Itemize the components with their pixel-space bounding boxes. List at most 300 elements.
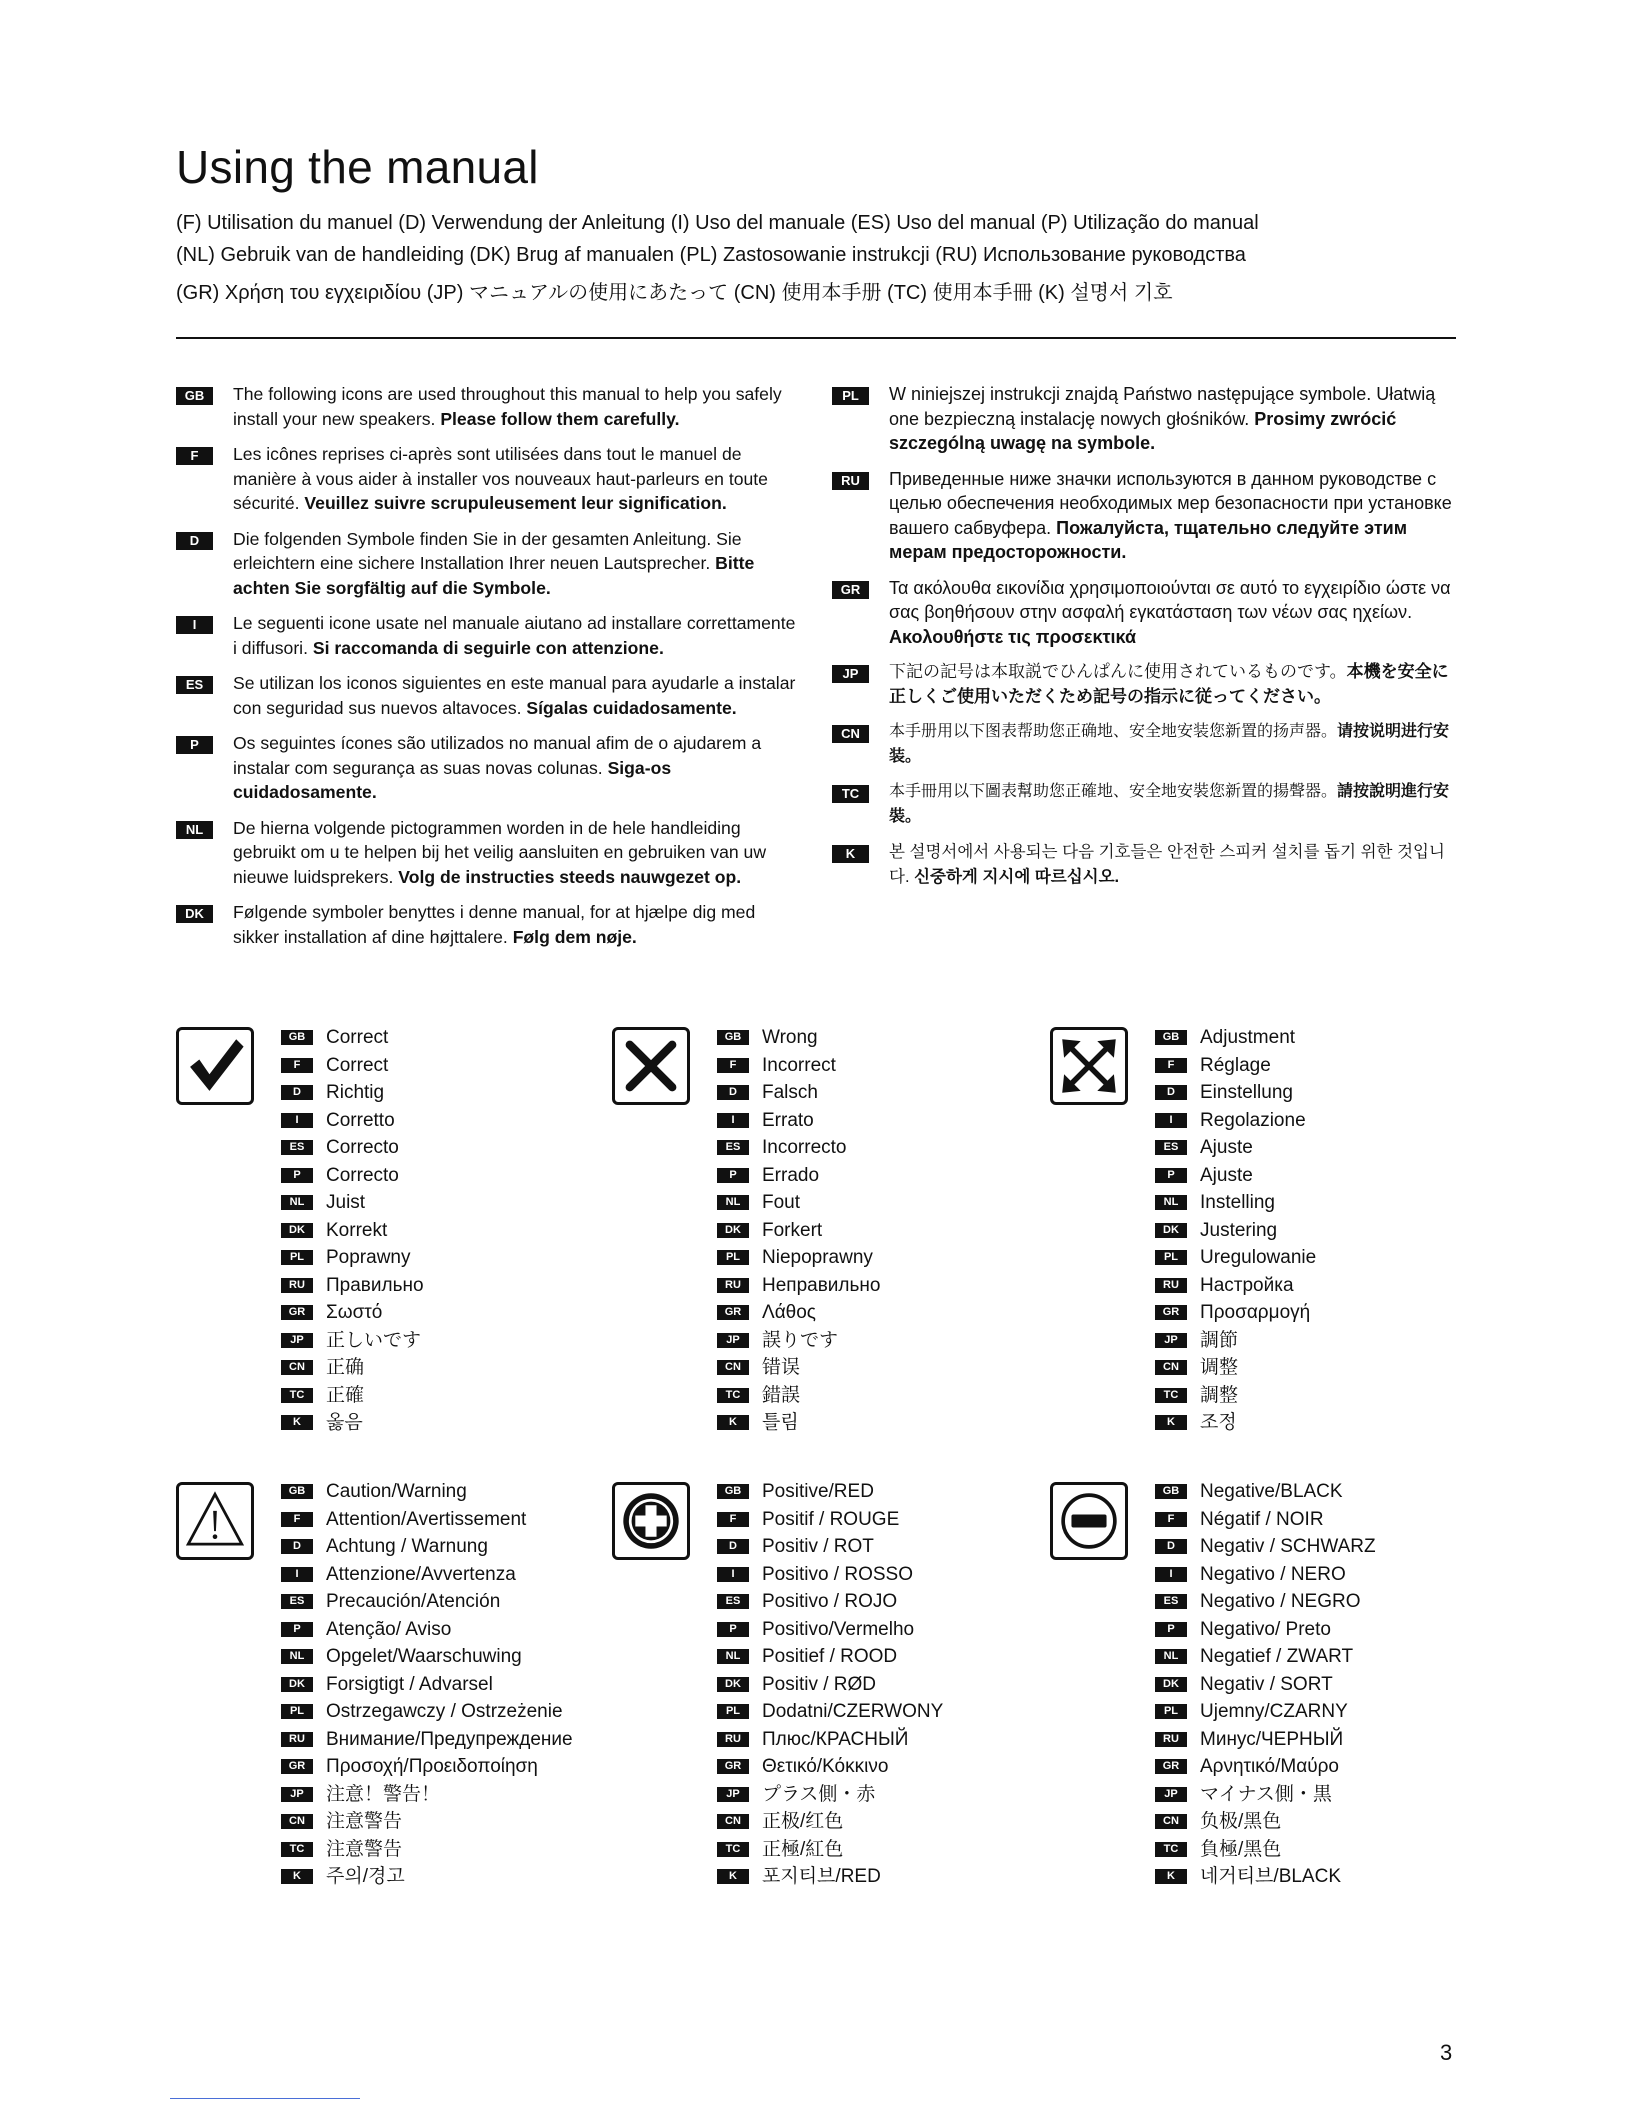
intro-paragraph (176, 611, 796, 660)
translation-label: Negativo / NEGRO (1200, 1591, 1361, 1612)
intro-emphasis: 请按说明进行安装。 (889, 723, 1450, 765)
translation-row (281, 1079, 641, 1107)
language-tag: PL (717, 1704, 749, 1719)
translation-label: Korrekt (326, 1219, 388, 1241)
translation-label: Correct (326, 1027, 389, 1048)
translation-row (281, 1354, 641, 1382)
translation-label: Σωστό (326, 1302, 383, 1323)
intro-text: Se utilizan los iconos siguientes en este manual para ayudarle a instalar con seguridad sus nuevos altavoces. (233, 673, 796, 718)
translation-label: マイナス側・黒 (1200, 1783, 1332, 1805)
translation-row (717, 1052, 1077, 1080)
translation-label: Προσαρμογή (1200, 1302, 1311, 1323)
translation-row (281, 1217, 641, 1245)
intro-paragraph (176, 671, 796, 720)
language-tag: RU (1155, 1732, 1187, 1747)
translation-row (281, 1327, 641, 1355)
language-tag: DK (1155, 1677, 1187, 1692)
language-tag: K (717, 1415, 749, 1430)
language-tag: DK (176, 905, 213, 923)
translation-label: Corretto (326, 1109, 395, 1131)
language-tag: GB (281, 1484, 313, 1499)
translation-row (717, 1272, 1077, 1300)
translation-label: Negative/BLACK (1200, 1481, 1343, 1502)
language-tag: RU (281, 1732, 313, 1747)
translation-row (281, 1162, 641, 1190)
language-tag: CN (1155, 1814, 1187, 1829)
language-tag: F (717, 1058, 749, 1073)
translation-label: Attention/Avertissement (326, 1508, 527, 1530)
language-tag: K (832, 845, 869, 863)
language-tag: GB (176, 387, 213, 405)
language-tag: CN (1155, 1360, 1187, 1375)
language-tag: I (281, 1567, 313, 1582)
language-tag: RU (832, 472, 869, 490)
intro-text: Die folgenden Symbole finden Sie in der gesamten Anleitung. Sie erleichtern eine sichere Installation Ihrer neuen Lautsprecher. (233, 528, 742, 573)
translation-row (717, 1781, 1077, 1809)
language-tag: GR (281, 1305, 313, 1320)
translation-label: Incorrect (762, 1054, 836, 1076)
translation-row (1155, 1134, 1515, 1162)
translation-label: Opgelet/Waarschuwing (326, 1646, 522, 1667)
intro-paragraph (176, 382, 796, 431)
header-divider (176, 337, 1456, 339)
intro-text: 本手冊用以下圖表幫助您正確地、安全地安裝您新置的揚聲器。 (889, 783, 1338, 800)
translation-row (281, 1189, 641, 1217)
language-tag: PL (832, 387, 869, 405)
translation-label: Неправильно (762, 1274, 881, 1296)
translation-label: Ujemny/CZARNY (1200, 1701, 1348, 1722)
language-tag: D (717, 1085, 749, 1100)
translation-label: Incorrecto (762, 1137, 847, 1158)
translation-row (281, 1808, 641, 1836)
intro-emphasis: 本機を安全に正しくご使用いただくため記号の指示に従ってください。 (889, 662, 1449, 706)
translation-row (1155, 1808, 1515, 1836)
language-tag: PL (1155, 1704, 1187, 1719)
translation-row (717, 1808, 1077, 1836)
language-tag: TC (281, 1842, 313, 1857)
translation-label: 错误 (762, 1357, 801, 1378)
language-tag: GB (717, 1030, 749, 1045)
translation-label: 조정 (1200, 1412, 1237, 1433)
intro-emphasis: Bitte achten Sie sorgfältig auf die Symbole. (233, 553, 755, 598)
translation-label: Achtung / Warnung (326, 1536, 488, 1557)
translation-row (281, 1643, 641, 1671)
translation-row (717, 1616, 1077, 1644)
language-tag: K (1155, 1415, 1187, 1430)
page-title: Using the manual (176, 141, 539, 193)
language-tag: P (717, 1168, 749, 1183)
translation-label: 포지티브/RED (762, 1866, 881, 1887)
translations-warning (281, 1478, 641, 1891)
translation-label: Positif / ROUGE (762, 1508, 900, 1530)
translation-label: Positiv / RØD (762, 1673, 877, 1695)
translation-row (717, 1024, 1077, 1052)
translation-label: 調整 (1200, 1384, 1239, 1406)
intro-text: Les icônes reprises ci-après sont utilisées dans tout le manuel de manière à vous aider à installer vos nouveaux haut-parleurs en toute sécurité. (233, 444, 768, 513)
intro-left-column (176, 382, 796, 949)
translation-row (281, 1698, 641, 1726)
language-tag: GR (1155, 1759, 1187, 1774)
translations-negative (1155, 1478, 1515, 1891)
intro-text: Os seguintes ícones são utilizados no manual afim de o ajudarem a instalar com segurança as suas novas colunas. (233, 733, 762, 778)
translations-adjustment (1155, 1024, 1515, 1437)
language-tag: TC (1155, 1842, 1187, 1857)
language-tag: P (281, 1622, 313, 1637)
translation-row (281, 1561, 641, 1589)
translation-row (1155, 1726, 1515, 1754)
intro-paragraph (832, 720, 1462, 769)
intro-emphasis: Følg dem nøje. (512, 926, 637, 947)
language-tag: RU (1155, 1278, 1187, 1293)
translation-row (281, 1726, 641, 1754)
translation-row (1155, 1478, 1515, 1506)
intro-paragraph (176, 527, 796, 601)
translation-label: 誤りです (762, 1329, 839, 1351)
translation-label: Dodatni/CZERWONY (762, 1701, 944, 1722)
intro-emphasis: Prosimy zwrócić szczególną uwagę na symbole. (889, 408, 1397, 453)
translations-wrong (717, 1024, 1077, 1437)
translation-row (281, 1863, 641, 1891)
translation-row (281, 1781, 641, 1809)
translation-label: Wrong (762, 1027, 818, 1048)
language-tag: P (1155, 1622, 1187, 1637)
intro-emphasis: Veuillez suivre scrupuleusement leur signification. (304, 493, 727, 513)
language-tag: K (281, 1869, 313, 1884)
language-tag: F (717, 1512, 749, 1527)
translation-row (281, 1244, 641, 1272)
language-tag: NL (281, 1649, 313, 1664)
translation-label: Uregulowanie (1200, 1247, 1317, 1268)
language-tag: NL (281, 1195, 313, 1210)
language-tag: I (281, 1113, 313, 1128)
translation-label: Precaución/Atención (326, 1591, 501, 1612)
translation-label: Λάθος (762, 1302, 816, 1323)
translation-label: Минус/ЧЕРНЫЙ (1200, 1728, 1344, 1750)
translation-row (717, 1409, 1077, 1437)
translation-label: Einstellung (1200, 1082, 1293, 1103)
translation-label: Ostrzegawczy / Ostrzeżenie (326, 1701, 563, 1722)
translation-label: Forsigtigt / Advarsel (326, 1673, 493, 1695)
intro-emphasis: Volg de instructies steeds nauwgezet op. (398, 866, 742, 887)
translation-label: Forkert (762, 1219, 823, 1241)
translation-row (281, 1024, 641, 1052)
intro-text: 本手册用以下图表帮助您正确地、安全地安装您新置的扬声器。 (889, 723, 1338, 740)
language-tag: GR (1155, 1305, 1187, 1320)
language-tag: ES (281, 1140, 313, 1155)
language-tag: GR (717, 1305, 749, 1320)
translation-label: 调整 (1200, 1357, 1239, 1378)
language-tag: ES (717, 1594, 749, 1609)
translation-row (717, 1134, 1077, 1162)
language-tag: ES (717, 1140, 749, 1155)
translation-label: Niepoprawny (762, 1247, 873, 1268)
intro-text: 下記の記号は本取説でひんぱんに使用されているものです。 (889, 662, 1347, 681)
language-tag: D (1155, 1539, 1187, 1554)
translation-row (717, 1836, 1077, 1864)
language-tag: NL (176, 821, 213, 839)
intro-text: 본 설명서에서 사용되는 다음 기호들은 안전한 스피커 설치를 돕기 위한 것입니다. (889, 843, 1445, 886)
translation-row (1155, 1272, 1515, 1300)
intro-emphasis: Please follow them carefully. (440, 408, 680, 429)
intro-paragraph (832, 467, 1462, 565)
translation-row (1155, 1561, 1515, 1589)
intro-emphasis: 신중하게 지시에 따르십시오. (914, 867, 1120, 886)
translation-row (1155, 1107, 1515, 1135)
translation-label: Falsch (762, 1082, 818, 1103)
language-tag: P (1155, 1168, 1187, 1183)
translation-label: 正極/紅色 (762, 1838, 844, 1860)
translation-label: Ajuste (1200, 1164, 1253, 1186)
translation-row (717, 1726, 1077, 1754)
translation-label: Errado (762, 1164, 820, 1186)
language-tag: NL (717, 1649, 749, 1664)
translation-row (1155, 1616, 1515, 1644)
translation-label: Positive/RED (762, 1481, 874, 1502)
translation-label: 注意！警告！ (326, 1783, 441, 1805)
translation-row (717, 1533, 1077, 1561)
language-tag: I (176, 616, 213, 634)
language-tag: GR (832, 581, 869, 599)
language-tag: CN (717, 1814, 749, 1829)
translation-row (717, 1561, 1077, 1589)
translation-label: Justering (1200, 1219, 1278, 1241)
translation-row (281, 1588, 641, 1616)
translation-row (1155, 1189, 1515, 1217)
language-tag: DK (717, 1677, 749, 1692)
translation-row (281, 1299, 641, 1327)
translation-label: Réglage (1200, 1054, 1271, 1076)
translations-positive (717, 1478, 1077, 1891)
translation-row (717, 1079, 1077, 1107)
translation-label: Negatief / ZWART (1200, 1646, 1354, 1667)
translation-row (281, 1478, 641, 1506)
translation-label: Instelling (1200, 1192, 1275, 1213)
translation-row (1155, 1836, 1515, 1864)
translation-row (281, 1134, 641, 1162)
intro-paragraph (832, 780, 1462, 829)
language-tag: F (176, 447, 213, 465)
language-tag: NL (717, 1195, 749, 1210)
language-tag: JP (717, 1333, 749, 1348)
translation-row (717, 1354, 1077, 1382)
intro-paragraph (832, 382, 1462, 456)
translation-row (1155, 1024, 1515, 1052)
language-tag: K (717, 1869, 749, 1884)
translation-label: 正しいです (326, 1329, 422, 1351)
intro-emphasis: 請按說明進行安裝。 (889, 783, 1450, 825)
translation-row (1155, 1643, 1515, 1671)
translation-label: Correcto (326, 1164, 399, 1186)
language-tag: K (281, 1415, 313, 1430)
intro-emphasis: Пожалуйста, тщательно следуйте этим мерам предосторожности. (889, 517, 1408, 562)
language-tag: K (1155, 1869, 1187, 1884)
translation-row (1155, 1299, 1515, 1327)
intro-paragraph (176, 816, 796, 890)
translations-correct (281, 1024, 641, 1437)
translation-label: Errato (762, 1109, 814, 1131)
language-tag: I (717, 1113, 749, 1128)
language-tag: P (281, 1168, 313, 1183)
subtitle-line-1: (F) Utilisation du manuel (D) Verwendung der Anleitung (I) Uso del manuale (ES) Uso del manual (P) Utilização do manual (176, 212, 1259, 234)
language-tag: GB (281, 1030, 313, 1045)
language-tag: PL (717, 1250, 749, 1265)
translation-row (281, 1382, 641, 1410)
translation-row (1155, 1079, 1515, 1107)
language-tag: F (1155, 1512, 1187, 1527)
translation-row (717, 1162, 1077, 1190)
translation-label: Плюс/КРАСНЫЙ (762, 1728, 909, 1750)
translation-row (717, 1698, 1077, 1726)
translation-row (1155, 1327, 1515, 1355)
translation-label: Positivo / ROJO (762, 1591, 898, 1612)
language-tag: ES (176, 676, 213, 694)
language-tag: CN (832, 725, 869, 743)
warning-icon (176, 1482, 254, 1560)
language-tag: DK (281, 1223, 313, 1238)
language-tag: F (1155, 1058, 1187, 1073)
language-tag: PL (281, 1250, 313, 1265)
intro-text: The following icons are used throughout this manual to help you safely install your new speakers. (233, 384, 782, 429)
translation-label: Positivo / ROSSO (762, 1563, 913, 1585)
intro-text: W niniejszej instrukcji znajdą Państwo następujące symbole. Ułatwią one bezpieczną instalację nowych głośników. (889, 384, 1436, 429)
language-tag: GB (1155, 1030, 1187, 1045)
language-tag: TC (281, 1388, 313, 1403)
language-tag: P (176, 736, 213, 754)
translation-row (281, 1753, 641, 1781)
intro-text: Τα ακόλουθα εικονίδια χρησιμοποιούνται σε αυτό το εγχειρίδιο ώστε να σας βοηθήσουν στην ασφαλή εγκατάσταση των νέων σας ηχείων. (889, 577, 1451, 622)
page-number: 3 (1440, 2040, 1453, 2065)
translation-label: Negativo/ Preto (1200, 1618, 1331, 1640)
translation-label: Adjustment (1200, 1027, 1296, 1048)
translation-row (1155, 1698, 1515, 1726)
language-tag: F (281, 1512, 313, 1527)
language-tag: CN (281, 1360, 313, 1375)
translation-label: Négatif / NOIR (1200, 1508, 1324, 1530)
language-tag: DK (1155, 1223, 1187, 1238)
intro-text: Приведенные ниже значки используются в данном руководстве с целью обеспечения необходимых мер безопасности при установке вашего сабвуфера. (889, 468, 1452, 538)
intro-text: De hierna volgende pictogrammen worden in de hele handleiding gebruikt om u te helpen bij het veilig aansluiten en gebruiken van uw nieuwe luidsprekers. (233, 817, 767, 887)
language-tag: DK (717, 1223, 749, 1238)
translation-row (1155, 1671, 1515, 1699)
intro-paragraph (832, 660, 1462, 709)
translation-row (281, 1836, 641, 1864)
translation-label: 正极/红色 (762, 1811, 844, 1832)
language-tag: JP (717, 1787, 749, 1802)
checkmark-icon (176, 1027, 254, 1105)
intro-right-column (832, 382, 1462, 889)
language-tag: GR (281, 1759, 313, 1774)
translation-row (1155, 1506, 1515, 1534)
language-tag: JP (1155, 1333, 1187, 1348)
language-tag: JP (832, 665, 869, 683)
translation-label: Fout (762, 1192, 801, 1213)
subtitle-line-2: (NL) Gebruik van de handleiding (DK) Brug af manualen (PL) Zastosowanie instrukcji (RU) Использование руководства (176, 244, 1246, 266)
language-tag: RU (281, 1278, 313, 1293)
translation-row (717, 1189, 1077, 1217)
language-tag: JP (281, 1787, 313, 1802)
language-tag: RU (717, 1732, 749, 1747)
language-tag: P (717, 1622, 749, 1637)
translation-label: Positivo/Vermelho (762, 1618, 915, 1640)
intro-paragraph (832, 840, 1462, 889)
link-underline (170, 2098, 360, 2099)
translation-label: Positiv / ROT (762, 1536, 874, 1557)
translation-label: 負極/黑色 (1200, 1838, 1282, 1860)
intro-emphasis: Siga-os cuidadosamente. (233, 757, 672, 802)
language-tag: JP (281, 1333, 313, 1348)
translation-label: プラス側・赤 (762, 1783, 876, 1805)
translation-label: 틀림 (762, 1412, 799, 1433)
translation-row (281, 1533, 641, 1561)
translation-row (1155, 1382, 1515, 1410)
language-tag: D (176, 532, 213, 550)
language-tag: PL (281, 1704, 313, 1719)
translation-label: Προσοχή/Προειδοποίηση (326, 1756, 538, 1777)
translation-label: Ajuste (1200, 1137, 1253, 1158)
translation-label: Poprawny (326, 1247, 411, 1268)
translation-label: Correct (326, 1054, 389, 1076)
translation-label: Θετικό/Κόκκινο (762, 1756, 889, 1777)
subtitle-line-3: (GR) Χρήση του εγχειριδίου (JP) マニュアルの使用にあたって (CN) 使用本手册 (TC) 使用本手冊 (K) 설명서 기호 (176, 282, 1173, 304)
language-tag: I (1155, 1113, 1187, 1128)
intro-paragraph (832, 576, 1462, 650)
translation-row (1155, 1052, 1515, 1080)
translation-label: 正确 (326, 1357, 365, 1378)
translation-label: Настройка (1200, 1274, 1294, 1296)
language-tag: CN (281, 1814, 313, 1829)
translation-label: Negativ / SORT (1200, 1673, 1333, 1695)
translation-row (717, 1478, 1077, 1506)
translation-row (717, 1244, 1077, 1272)
language-tag: GB (717, 1484, 749, 1499)
translation-label: Correcto (326, 1137, 399, 1158)
translation-row (1155, 1409, 1515, 1437)
translation-row (281, 1107, 641, 1135)
translation-label: 注意警告 (326, 1838, 403, 1860)
language-tag: D (1155, 1085, 1187, 1100)
language-tag: TC (717, 1842, 749, 1857)
translation-label: Внимание/Предупреждение (326, 1728, 573, 1750)
translation-label: 注意警告 (326, 1811, 403, 1832)
translation-row (717, 1506, 1077, 1534)
translation-row (1155, 1533, 1515, 1561)
translation-label: Negativo / NERO (1200, 1563, 1346, 1585)
intro-text: Følgende symboler benyttes i denne manual, for at hjælpe dig med sikker installation af dine højttalere. (233, 902, 756, 947)
translation-label: 옳음 (326, 1412, 363, 1433)
translation-row (717, 1753, 1077, 1781)
translation-label: Caution/Warning (326, 1481, 467, 1502)
translation-row (1155, 1588, 1515, 1616)
translation-row (1155, 1753, 1515, 1781)
translation-label: 주의/경고 (326, 1866, 405, 1887)
translation-label: Atenção/ Aviso (326, 1618, 452, 1640)
language-tag: DK (281, 1677, 313, 1692)
translation-row (1155, 1162, 1515, 1190)
language-tag: ES (281, 1594, 313, 1609)
translation-label: Juist (326, 1192, 366, 1213)
language-tag: JP (1155, 1787, 1187, 1802)
language-tag: TC (832, 785, 869, 803)
translation-row (1155, 1781, 1515, 1809)
translation-label: 錯誤 (762, 1384, 801, 1406)
intro-paragraph (176, 442, 796, 516)
translation-row (1155, 1217, 1515, 1245)
intro-paragraph (176, 900, 796, 949)
language-tag: F (281, 1058, 313, 1073)
translation-label: 正確 (326, 1384, 365, 1406)
translation-row (281, 1409, 641, 1437)
language-tag: GR (717, 1759, 749, 1774)
